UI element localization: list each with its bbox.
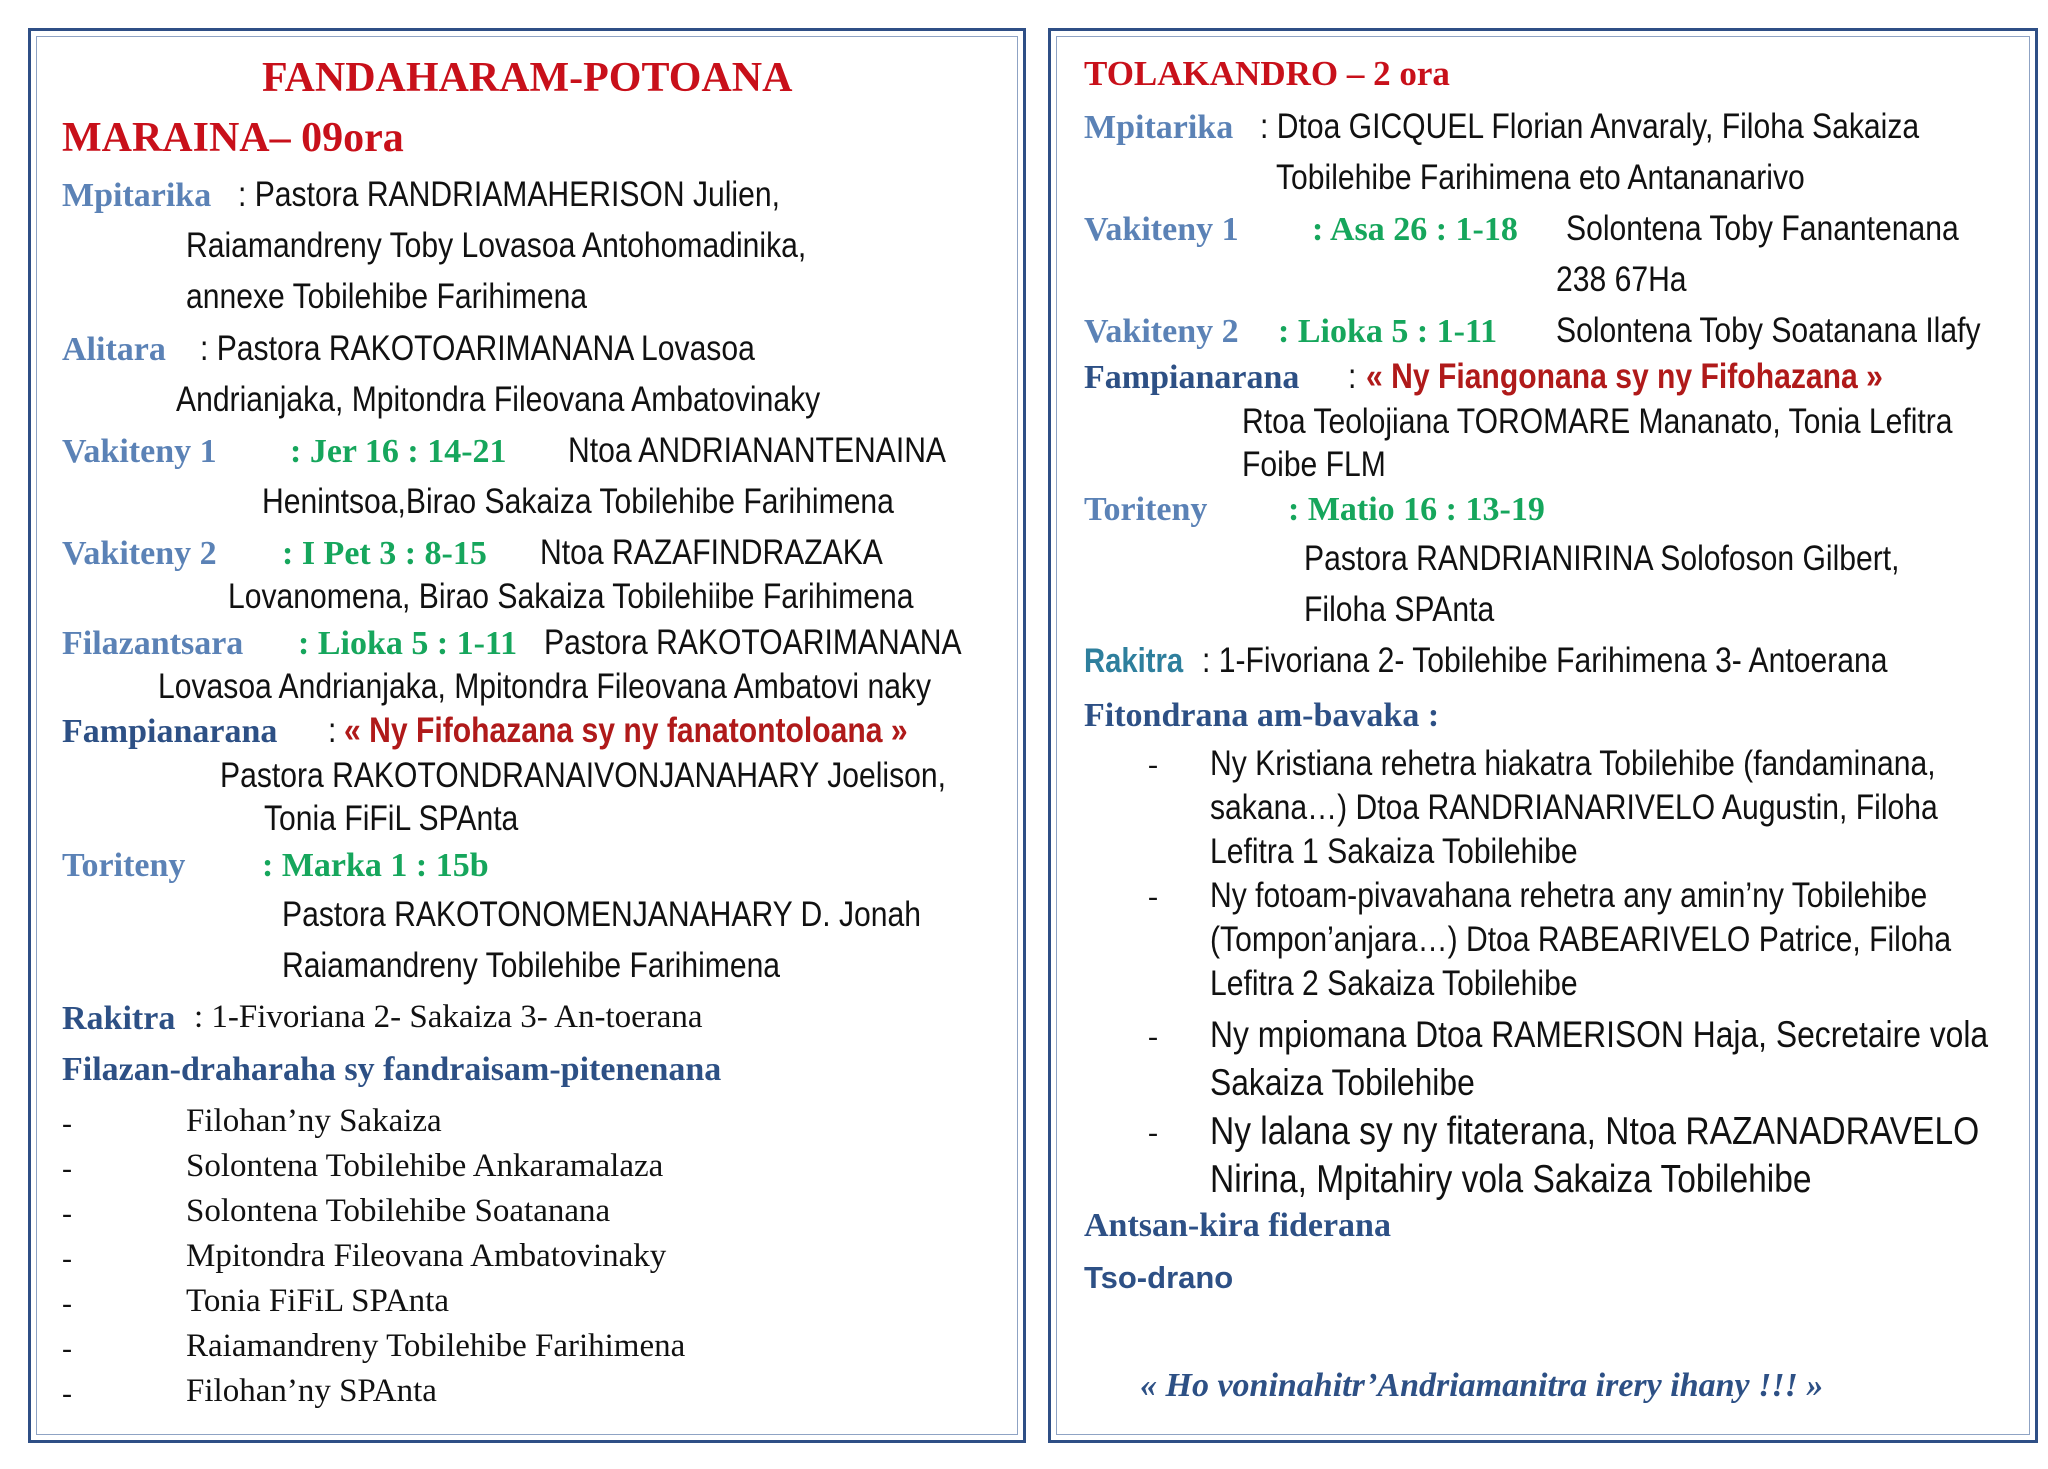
toriteny-line1: Pastora RAKOTONOMENJANAHARY D. Jonah (282, 895, 922, 934)
antsan-kira-heading: Antsan-kira fiderana (1084, 1207, 1391, 1244)
prayer-line: Ny fotoam-pivavahana rehetra any amin’ny Tobilehibe (1210, 876, 1928, 915)
vakiteny1-reference: : Jer 16 : 14-21 (290, 433, 507, 470)
list-item: Solontena Tobilehibe Soatanana (186, 1193, 611, 1229)
mpitarika-label: Mpitarika (62, 177, 212, 214)
prayer-line: Ny Kristiana rehetra hiakatra Tobilehibe (fandaminana, (1210, 744, 1936, 783)
right-fampianarana-line2: Foibe FLM (1242, 445, 1386, 484)
fampianarana-label: Fampianarana (62, 713, 278, 750)
toriteny-reference: : Marka 1 : 15b (262, 847, 489, 884)
prayer-line: (Tompon’anjara…) Dtoa RABEARIVELO Patrice, Filoha (1210, 920, 1952, 959)
prayer-line: Nirina, Mpitahiry vola Sakaiza Tobilehibe (1210, 1158, 1812, 1201)
prayer-dash: - (1148, 1116, 1158, 1149)
list-dash: - (62, 1377, 72, 1410)
right-mpitarika-label: Mpitarika (1084, 109, 1234, 146)
list-item: Filohan’ny Sakaiza (186, 1103, 442, 1139)
right-fampianarana-theme: « Ny Fiangonana sy ny Fifohazana » (1366, 357, 1883, 396)
list-dash: - (62, 1242, 72, 1275)
prayer-line: Lefitra 2 Sakaiza Tobilehibe (1210, 964, 1578, 1003)
vakiteny2-reference: : I Pet 3 : 8-15 (282, 535, 487, 572)
filazan-heading: Filazan-draharaha sy fandraisam-pitenenana (62, 1051, 722, 1088)
list-item: Filohan’ny SPAnta (186, 1373, 437, 1409)
list-dash: - (62, 1107, 72, 1140)
mpitarika-line1: : Pastora RANDRIAMAHERISON Julien, (238, 175, 780, 214)
right-rakitra-text: : 1-Fivoriana 2- Tobilehibe Farihimena 3- Antoerana (1202, 641, 1888, 680)
vakiteny2-line2: Lovanomena, Birao Sakaiza Tobilehiibe Farihimena (228, 577, 914, 616)
vakiteny2-line1: Ntoa RAZAFINDRAZAKA (540, 533, 883, 572)
filazantsara-line2: Lovasoa Andrianjaka, Mpitondra Fileovana Ambatovi naky (158, 667, 932, 706)
fampianarana-theme: « Ny Fifohazana sy ny fanatontoloana » (344, 711, 908, 750)
list-dash: - (62, 1197, 72, 1230)
right-toriteny-reference: : Matio 16 : 13-19 (1288, 491, 1545, 528)
vakiteny1-line2: Henintsoa,Birao Sakaiza Tobilehibe Farihimena (262, 482, 894, 521)
rakitra-label: Rakitra (62, 1000, 176, 1037)
list-item: Tonia FiFiL SPAnta (186, 1283, 449, 1319)
mpitarika-line3: annexe Tobilehibe Farihimena (186, 277, 588, 316)
prayer-dash: - (1148, 748, 1158, 781)
right-vakiteny1-reference: : Asa 26 : 1-18 (1312, 211, 1518, 248)
list-item: Solontena Tobilehibe Ankaramalaza (186, 1148, 664, 1184)
list-dash: - (62, 1152, 72, 1185)
right-vakiteny1-label: Vakiteny 1 (1084, 211, 1239, 248)
right-fampianarana-line1: Rtoa Teolojiana TOROMARE Mananato, Tonia Lefitra (1242, 402, 1953, 441)
right-vakiteny2-line1: Solontena Toby Soatanana Ilafy (1556, 311, 1981, 350)
alitara-line1: : Pastora RAKOTOARIMANANA Lovasoa (200, 329, 755, 368)
afternoon-session-heading: TOLAKANDRO – 2 ora (1084, 54, 1450, 93)
list-dash: - (62, 1332, 72, 1365)
morning-session-heading: MARAINA– 09ora (62, 115, 404, 161)
vakiteny1-line1: Ntoa ANDRIANANTENAINA (568, 431, 947, 470)
prayer-dash: - (1148, 1020, 1158, 1053)
right-toriteny-label: Toriteny (1084, 491, 1208, 528)
alitara-label: Alitara (62, 331, 166, 368)
filazantsara-line1: Pastora RAKOTOARIMANANA (544, 623, 962, 662)
list-item: Raiamandreny Tobilehibe Farihimena (186, 1328, 686, 1364)
right-mpitarika-line1: : Dtoa GICQUEL Florian Anvaraly, Filoha Sakaiza (1260, 107, 1920, 146)
right-toriteny-line2: Filoha SPAnta (1304, 590, 1495, 629)
prayer-line: Ny lalana sy ny fitaterana, Ntoa RAZANADRAVELO (1210, 1110, 1980, 1153)
filazantsara-reference: : Lioka 5 : 1-11 (298, 625, 518, 662)
tso-drano-heading: Tso-drano (1084, 1260, 1234, 1295)
fitondrana-heading: Fitondrana am-bavaka : (1084, 697, 1440, 734)
vakiteny1-label: Vakiteny 1 (62, 433, 217, 470)
prayer-line: Ny mpiomana Dtoa RAMERISON Haja, Secretaire vola (1210, 1014, 1989, 1055)
prayer-line: Sakaiza Tobilehibe (1210, 1062, 1475, 1103)
fampianarana-colon: : (328, 711, 337, 750)
right-fampianarana-colon: : (1348, 357, 1357, 396)
toriteny-line2: Raiamandreny Tobilehibe Farihimena (282, 946, 781, 985)
right-toriteny-line1: Pastora RANDRIANIRINA Solofoson Gilbert, (1304, 539, 1900, 578)
alitara-line2: Andrianjaka, Mpitondra Fileovana Ambatovinaky (176, 380, 821, 419)
vakiteny2-label: Vakiteny 2 (62, 535, 217, 572)
closing-line: « Ho voninahitr’Andriamanitra irery ihany !!! » (1140, 1367, 1824, 1404)
right-fampianarana-label: Fampianarana (1084, 359, 1300, 396)
rakitra-text: : 1-Fivoriana 2- Sakaiza 3- An-toerana (194, 999, 703, 1035)
fampianarana-line1: Pastora RAKOTONDRANAIVONJANAHARY Joelison, (220, 756, 946, 795)
prayer-line: Lefitra 1 Sakaiza Tobilehibe (1210, 832, 1578, 871)
prayer-line: sakana…) Dtoa RANDRIANARIVELO Augustin, Filoha (1210, 788, 1938, 827)
right-vakiteny1-line1: Solontena Toby Fanantenana (1566, 209, 1959, 248)
right-rakitra-label: Rakitra (1084, 642, 1184, 680)
fampianarana-line2: Tonia FiFiL SPAnta (264, 799, 519, 838)
right-mpitarika-line2: Tobilehibe Farihimena eto Antananarivo (1276, 158, 1805, 197)
list-dash: - (62, 1287, 72, 1320)
filazantsara-label: Filazantsara (62, 625, 244, 662)
prayer-dash: - (1148, 880, 1158, 913)
mpitarika-line2: Raiamandreny Toby Lovasoa Antohomadinika, (186, 226, 807, 265)
right-vakiteny2-label: Vakiteny 2 (1084, 313, 1239, 350)
list-item: Mpitondra Fileovana Ambatovinaky (186, 1238, 667, 1274)
program-title: FANDAHARAM-POTOANA (262, 55, 793, 101)
toriteny-label: Toriteny (62, 847, 186, 884)
right-vakiteny1-line2: 238 67Ha (1556, 260, 1687, 299)
right-vakiteny2-reference: : Lioka 5 : 1-11 (1278, 313, 1498, 350)
